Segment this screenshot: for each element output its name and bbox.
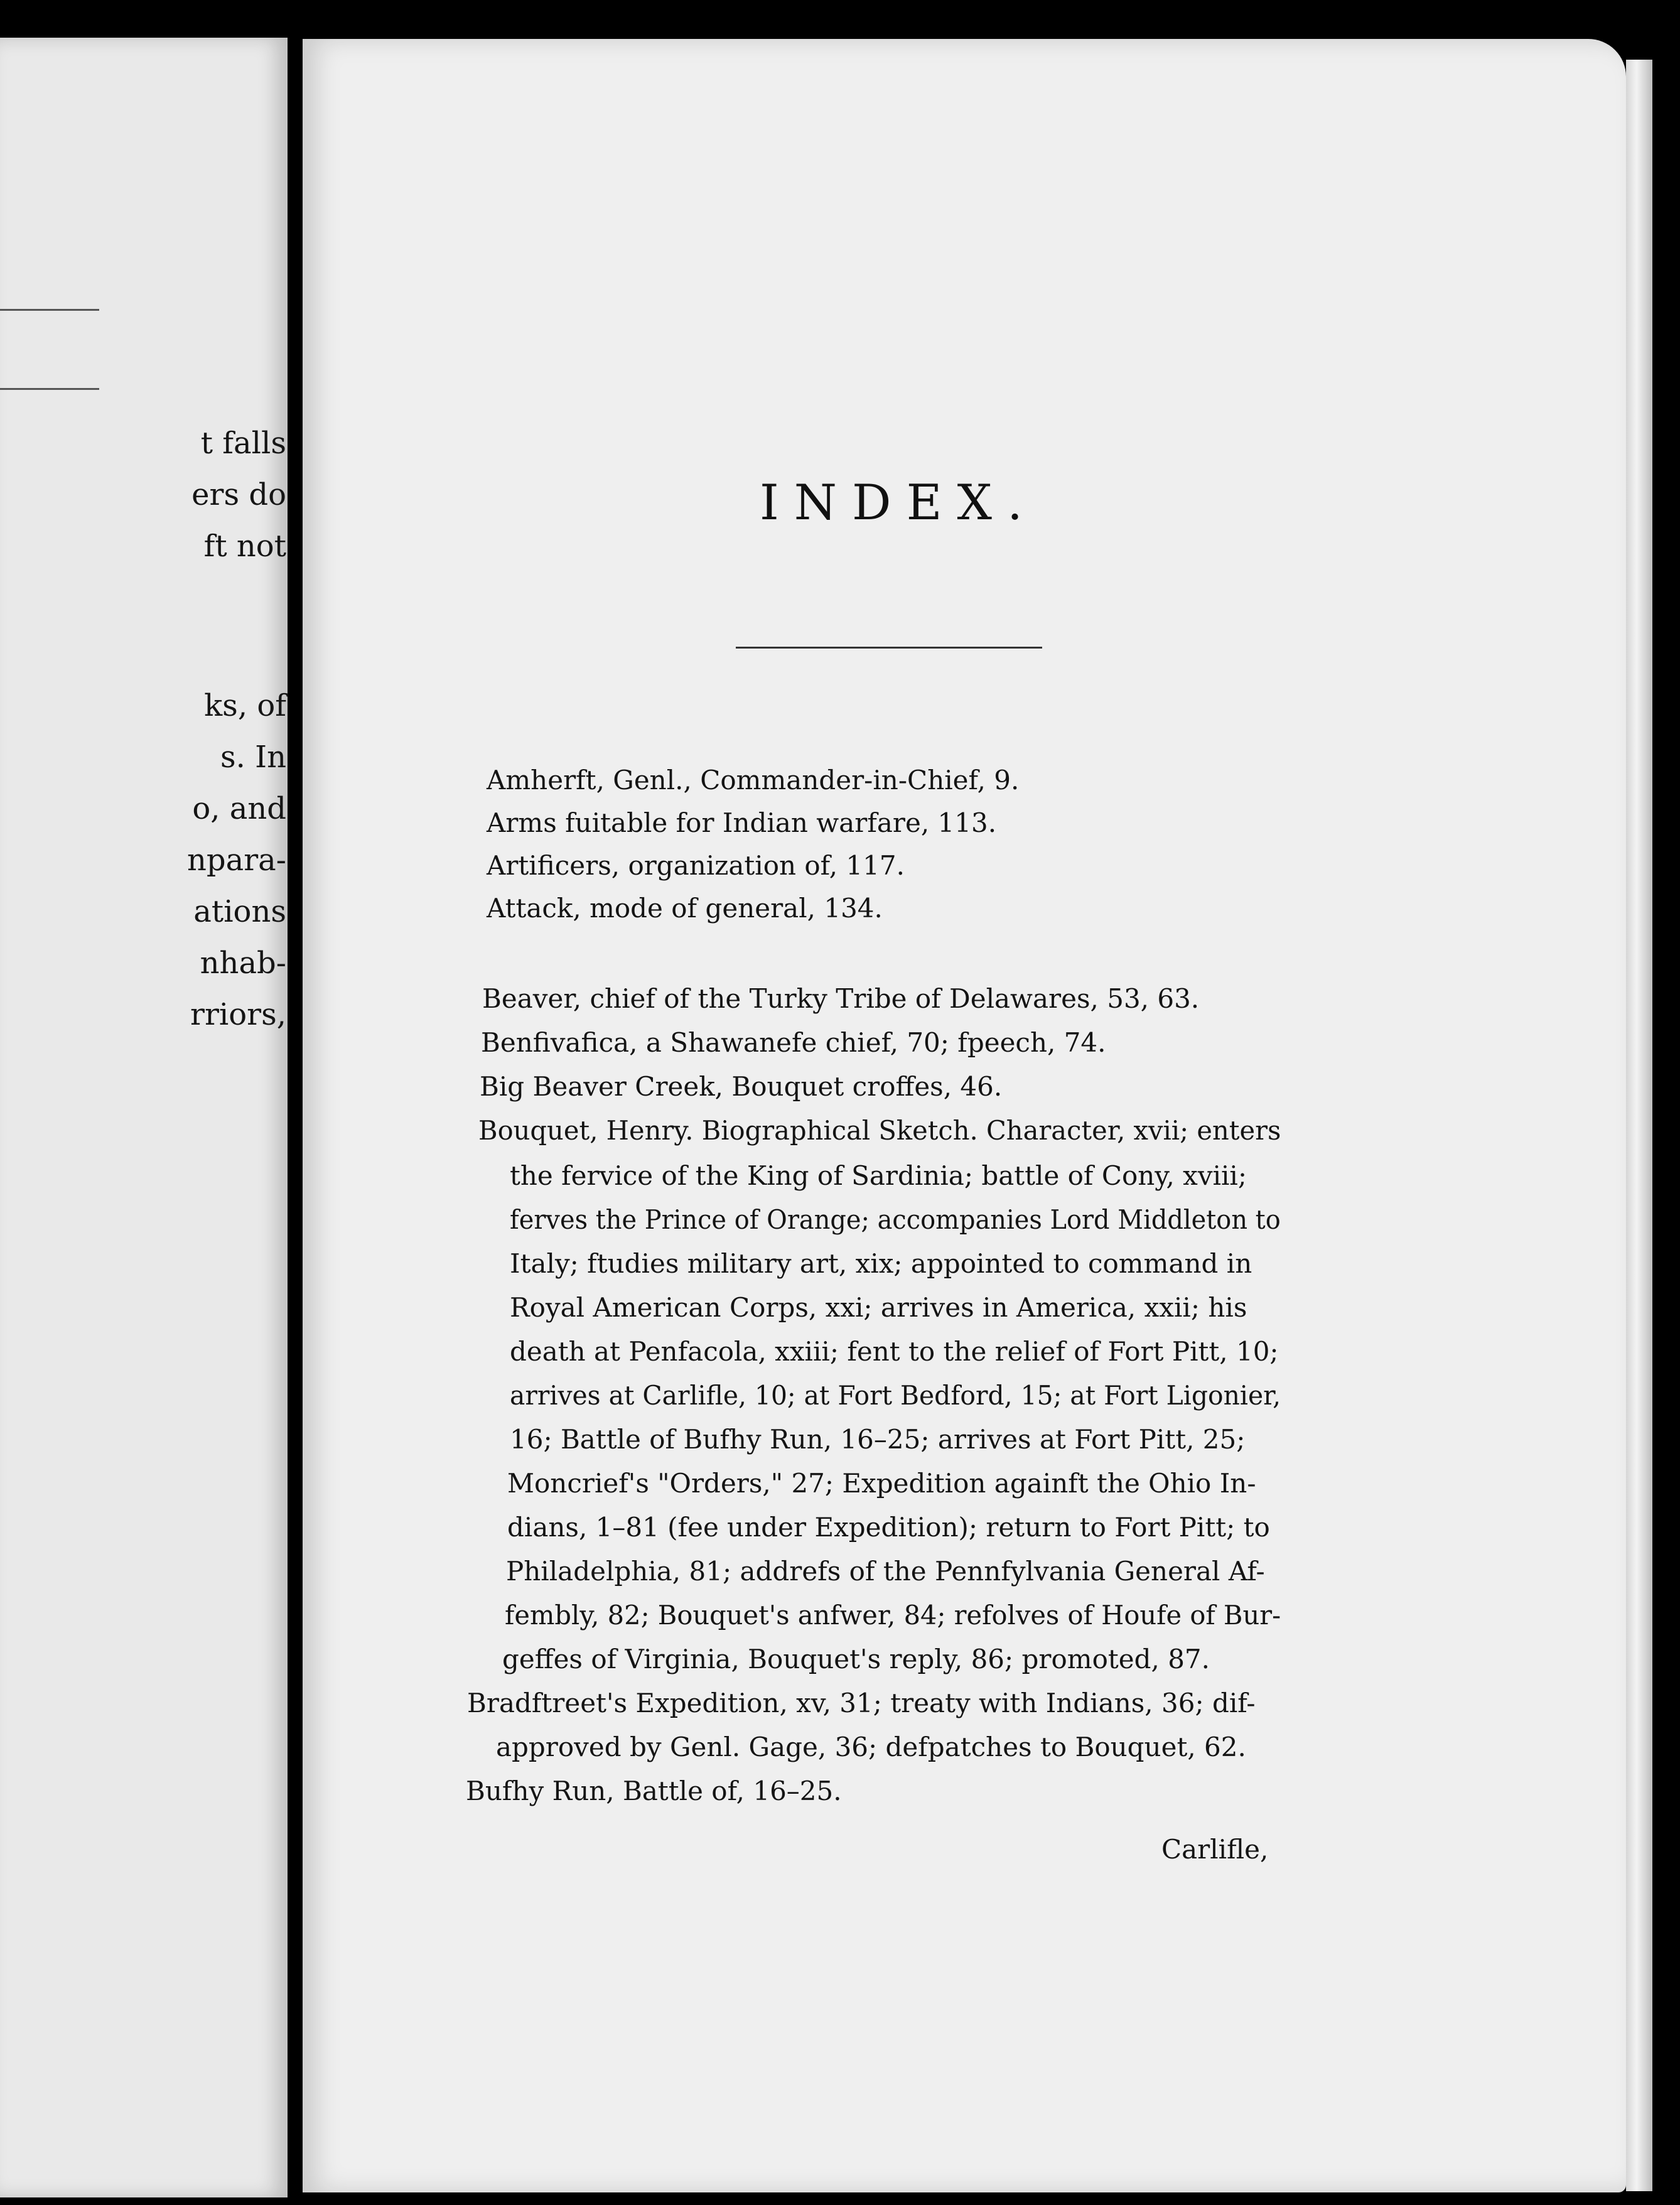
index-entry: Bufhy Run, Battle of, 16–25. xyxy=(466,1776,842,1806)
index-entry: Arms fuitable for Indian warfare, 113. xyxy=(487,807,997,838)
left-page xyxy=(0,38,288,2197)
index-entry: approved by Genl. Gage, 36; defpatches to Bouquet, 62. xyxy=(496,1732,1246,1762)
index-entry: death at Penfacola, xxiii; fent to the relief of Fort Pitt, 10; xyxy=(510,1336,1279,1367)
index-entry: Philadelphia, 81; addrefs of the Pennfylvania General Af- xyxy=(506,1556,1265,1587)
index-entry: dians, 1–81 (fee under Expedition); return to Fort Pitt; to xyxy=(507,1512,1270,1543)
left-page-line: ft not xyxy=(203,529,286,564)
left-page-rule-top xyxy=(0,309,99,311)
left-page-line: ers do xyxy=(191,477,286,512)
left-page-line: t falls xyxy=(200,426,286,461)
title-rule xyxy=(736,647,1042,649)
index-entry: Amherft, Genl., Commander-in-Chief, 9. xyxy=(487,765,1020,795)
page-title: INDEX. xyxy=(760,475,1038,531)
index-entry: Bradftreet's Expedition, xv, 31; treaty with Indians, 36; dif- xyxy=(467,1688,1256,1718)
index-entry: Beaver, chief of the Turky Tribe of Delawares, 53, 63. xyxy=(482,983,1200,1014)
catchword: Carlifle, xyxy=(1161,1834,1269,1865)
index-entry: Benfivafica, a Shawanefe chief, 70; fpeech, 74. xyxy=(481,1027,1106,1058)
index-entry: arrives at Carlifle, 10; at Fort Bedford, 15; at Fort Ligonier, xyxy=(510,1380,1281,1411)
index-entry: Moncrief's "Orders," 27; Expedition againft the Ohio In- xyxy=(507,1468,1256,1499)
left-page-line: ations xyxy=(193,894,286,929)
index-entry: Italy; ftudies military art, xix; appointed to command in xyxy=(510,1248,1252,1279)
index-entry: the fervice of the King of Sardinia; battle of Cony, xviii; xyxy=(510,1160,1247,1191)
left-page-line: npara- xyxy=(186,843,286,878)
index-entry: Royal American Corps, xxi; arrives in America, xxii; his xyxy=(510,1292,1247,1323)
left-page-line: o, and xyxy=(192,791,286,826)
left-page-rule-bottom xyxy=(0,388,99,390)
index-entry: Bouquet, Henry. Biographical Sketch. Character, xvii; enters xyxy=(478,1115,1281,1146)
index-entry: geffes of Virginia, Bouquet's reply, 86; promoted, 87. xyxy=(502,1644,1210,1674)
index-entry: Attack, mode of general, 134. xyxy=(487,893,883,924)
index-entry: 16; Battle of Bufhy Run, 16–25; arrives at Fort Pitt, 25; xyxy=(510,1424,1246,1455)
index-entry: Big Beaver Creek, Bouquet croffes, 46. xyxy=(480,1071,1003,1102)
left-page-line: rriors, xyxy=(190,997,286,1032)
left-page-line: s. In xyxy=(220,740,286,775)
index-entry: Artificers, organization of, 117. xyxy=(487,850,905,881)
page-edge xyxy=(1626,60,1652,2191)
index-entry: fembly, 82; Bouquet's anfwer, 84; refolves of Houfe of Bur- xyxy=(505,1600,1281,1631)
left-page-line: ks, of xyxy=(204,688,286,723)
left-page-line: nhab- xyxy=(200,946,286,981)
index-entry: ferves the Prince of Orange; accompanies Lord Middleton to xyxy=(510,1204,1281,1235)
